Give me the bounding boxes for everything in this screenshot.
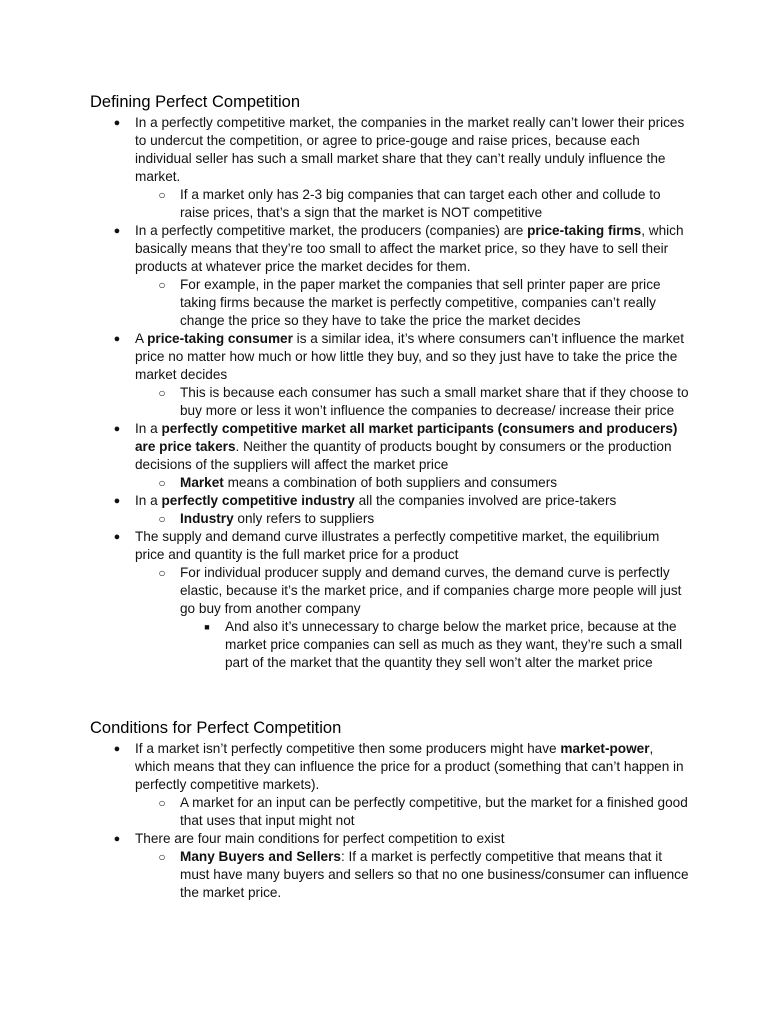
list-item (90, 848, 690, 902)
list-item-text (180, 795, 688, 828)
list-item (90, 114, 690, 186)
text-run: For example, in the paper market the companies that sell printer paper are price taking firms because the market is perfectly competitive, companies can’t really change the price so they have to take the price the market decides (180, 277, 661, 328)
list-item-text (135, 331, 684, 382)
list-item (90, 384, 690, 420)
list-item (90, 618, 690, 672)
list-item-text (180, 849, 689, 900)
list-item-text (135, 493, 616, 508)
text-run: The supply and demand curve illustrates a perfectly competitive market, the equilibrium price and quantity is the full market price for a product (135, 529, 660, 562)
list-item-text (135, 421, 677, 472)
list-item (90, 186, 690, 222)
text-run: If a market only has 2-3 big companies that can target each other and collude to raise prices, that’s a sign that the market is NOT competitive (180, 187, 661, 220)
list-item (90, 474, 690, 492)
bullet-marker: ● (113, 117, 121, 129)
list-item-text (135, 115, 684, 184)
list-item (90, 740, 690, 794)
list-item-text (180, 565, 681, 616)
bold-term: price-taking consumer (147, 331, 293, 346)
text-run: There are four main conditions for perfect competition to exist (135, 831, 505, 846)
bold-term: perfectly competitive industry (161, 493, 355, 508)
text-run: , which basically means that they’re too small to affect the market price, so they have to sell their products at whatever price the market decides for them. (135, 223, 684, 274)
text-run: For individual producer supply and demand curves, the demand curve is perfectly elastic, because it’s the market price, and if companies charge more people will just go buy from another company (180, 565, 682, 616)
bullet-marker: ● (113, 743, 121, 755)
text-run: , which means that they can influence the price for a product (something that can’t happen in perfectly competitive markets). (135, 741, 684, 792)
list-item (90, 564, 690, 618)
bullet-marker: ■ (204, 622, 210, 632)
text-run: all the companies involved are price-takers (354, 493, 617, 508)
bullet-marker: ● (113, 833, 121, 845)
list-item-text (135, 529, 659, 562)
bullet-marker: ○ (158, 476, 166, 490)
text-run: . Neither the quantity of products bought by consumers or the production decisions of the suppliers will affect the market price (135, 439, 672, 472)
list-item (90, 492, 690, 510)
bold-term: price-taking firms (527, 223, 642, 238)
bold-term: market-power (560, 741, 650, 756)
text-run: This is because each consumer has such a small market share that if they choose to buy more or less it won’t influence the companies to decrease/ increase their price (180, 385, 689, 418)
text-run: A (135, 331, 148, 346)
bullet-marker: ○ (158, 566, 166, 580)
list-item-text (180, 475, 557, 490)
list-item (90, 528, 690, 564)
text-run: A market for an input can be perfectly competitive, but the market for a finished good that uses that input might not (180, 795, 688, 828)
section-heading: Conditions for Perfect Competition (90, 719, 342, 737)
text-run: In a perfectly competitive market, the producers (companies) are (135, 223, 528, 238)
bullet-marker: ○ (158, 188, 166, 202)
list-item-text (180, 385, 689, 418)
bold-term: Industry (180, 511, 234, 526)
text-run: In a (135, 421, 162, 436)
bullet-marker: ● (113, 495, 121, 507)
bullet-list (90, 740, 690, 902)
bullet-marker: ○ (158, 796, 166, 810)
text-run: is a similar idea, it’s where consumers can’t influence the market price no matter how much or how little they buy, and so they just have to take the price the market decides (135, 331, 685, 382)
text-run: In a perfectly competitive market, the companies in the market really can’t lower their prices to undercut the competition, or agree to price-gouge and raise prices, because each individual seller has such a small market share that they can’t really unduly influence the market. (135, 115, 685, 184)
list-item (90, 276, 690, 330)
list-item (90, 222, 690, 276)
text-run: And also it’s unnecessary to charge below the market price, because at the market price companies can sell as much as they want, they’re such a small part of the market that the quantity they sell won’t alter the market price (225, 619, 683, 670)
list-item-text (225, 619, 682, 670)
bullet-marker: ○ (158, 386, 166, 400)
bullet-list (90, 114, 690, 672)
text-run: : If a market is perfectly competitive that means that it must have many buyers and sellers so that no one business/consumer can influence the market price. (180, 849, 689, 900)
bullet-marker: ● (113, 423, 121, 435)
list-item (90, 794, 690, 830)
list-item-text (135, 831, 504, 846)
bold-term: Many Buyers and Sellers (180, 849, 341, 864)
section-conditions-for-perfect-competition (90, 717, 690, 902)
list-item (90, 330, 690, 384)
text-run: In a (135, 493, 162, 508)
list-item-text (135, 741, 684, 792)
bold-term: Market (180, 475, 224, 490)
bullet-marker: ○ (158, 850, 166, 864)
list-item (90, 830, 690, 848)
bullet-marker: ● (113, 531, 121, 543)
bullet-marker: ○ (158, 512, 166, 526)
list-item (90, 510, 690, 528)
list-item-text (135, 223, 684, 274)
text-run: only refers to suppliers (233, 511, 375, 526)
bullet-marker: ○ (158, 278, 166, 292)
text-run: means a combination of both suppliers and consumers (223, 475, 558, 490)
bold-term: perfectly competitive market all market participants (consumers and producers) are price takers (135, 421, 678, 454)
list-item-text (180, 511, 374, 526)
text-run: If a market isn’t perfectly competitive then some producers might have (135, 741, 561, 756)
list-item (90, 420, 690, 474)
bullet-marker: ● (113, 225, 121, 237)
section-defining-perfect-competition (90, 91, 690, 672)
section-heading: Defining Perfect Competition (90, 93, 301, 111)
list-item-text (180, 187, 661, 220)
bullet-marker: ● (113, 333, 121, 345)
list-item-text (180, 277, 661, 328)
